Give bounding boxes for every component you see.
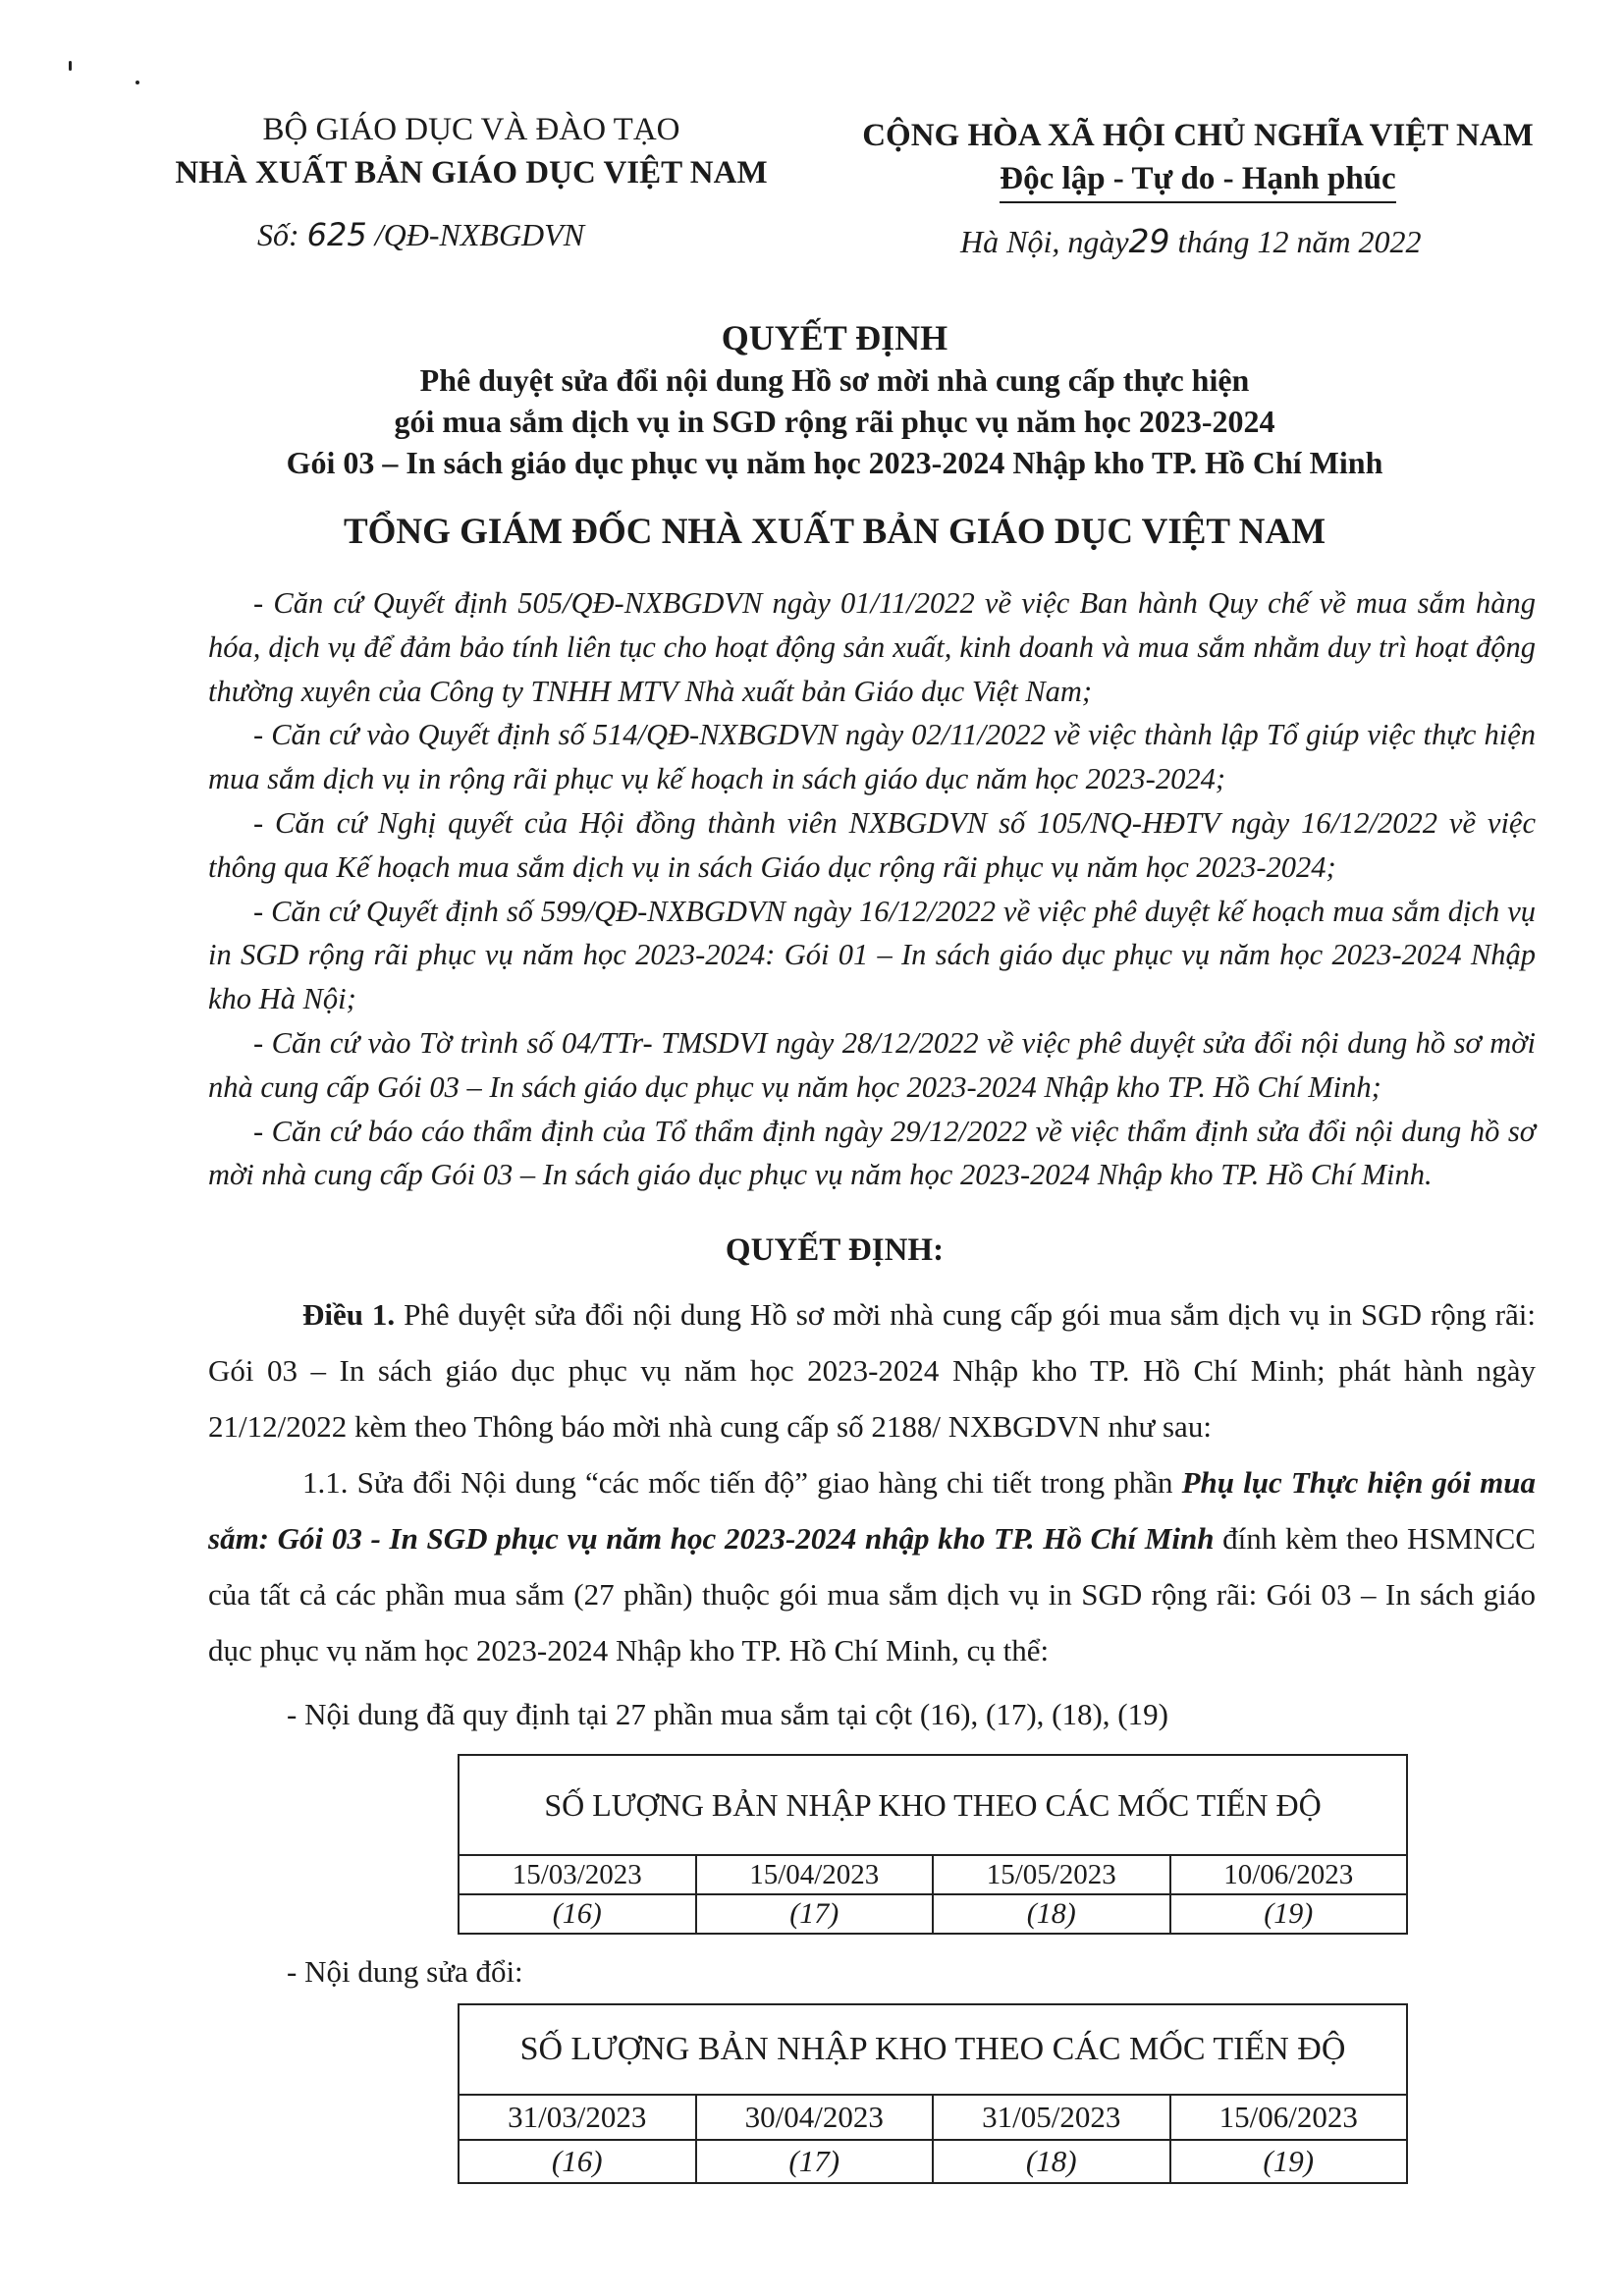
- column-number: (16): [459, 1894, 696, 1934]
- article-1: [208, 1286, 1536, 1454]
- milestone-date: 15/03/2023: [459, 1855, 696, 1894]
- national-heading: [844, 114, 1551, 203]
- title-line: Phê duyệt sửa đổi nội dung Hồ sơ mời nhà cung cấp thực hiện: [419, 362, 1250, 398]
- legal-basis-item: - Căn cứ báo cáo thẩm định của Tổ thẩm định ngày 29/12/2022 về việc thẩm định sửa đổi nội dung hồ sơ mời nhà cung cấp Gói 03 – In sách giáo dục phục vụ năm học 2023-2024 Nhập kho TP. Hồ Chí Minh.: [208, 1114, 1536, 1192]
- column-number: (16): [459, 2140, 696, 2183]
- item-1-1-emphasis: Phụ lục Thực hiện gói mua sắm: Gói 03 - In SGD phục vụ năm học 2023-2024 nhập kho TP. Hồ Chí Minh: [208, 1465, 1537, 1556]
- decision-heading: QUYẾT ĐỊNH:: [725, 1232, 945, 1268]
- column-number: (18): [933, 2140, 1170, 2183]
- title-line: Gói 03 – In sách giáo dục phục vụ năm học 2023-2024 Nhập kho TP. Hồ Chí Minh: [286, 445, 1383, 480]
- milestone-date: 31/03/2023: [459, 2095, 696, 2140]
- column-number: (17): [696, 2140, 934, 2183]
- article-1-label: Điều 1.: [302, 1297, 396, 1332]
- article-1-text: Phê duyệt sửa đổi nội dung Hồ sơ mời nhà cung cấp gói mua sắm dịch vụ in SGD rộng rãi: Gói 03 – In sách giáo dục phục vụ năm học 2023-2024 Nhập kho TP. Hồ Chí Minh; phát hành ngày 21/12/2022 kèm theo Thông báo mời nhà cung cấp số 2188/ NXBGDVN như sau:: [208, 1297, 1537, 1444]
- legal-basis-item: - Căn cứ Quyết định 505/QĐ-NXBGDVN ngày 01/11/2022 về việc Ban hành Quy chế về mua sắm hàng hóa, dịch vụ để đảm bảo tính liên tục cho hoạt động sản xuất, kinh doanh và mua sắm nhằm duy trì hoạt động thường xuyên của Công ty TNHH MTV Nhà xuất bản Giáo dục Việt Nam;: [208, 586, 1536, 708]
- document-number: Số: 625 /QĐ-NXBGDVN: [257, 216, 585, 253]
- national-motto: Độc lập - Tự do - Hạnh phúc: [1000, 157, 1395, 203]
- decision-body: [208, 1286, 1536, 1678]
- title-main: QUYẾT ĐỊNH: [721, 318, 948, 357]
- column-number: (19): [1170, 2140, 1408, 2183]
- legal-basis-item: - Căn cứ vào Quyết định số 514/QĐ-NXBGDVN ngày 02/11/2022 về việc thành lập Tổ giúp việc thực hiện mua sắm dịch vụ in rộng rãi phục vụ kế hoạch in sách giáo dục năm học 2023-2024;: [208, 718, 1536, 796]
- milestone-date: 15/05/2023: [933, 1855, 1170, 1894]
- amended-schedule-table: [458, 2003, 1408, 2184]
- document-day: 29: [1128, 222, 1170, 260]
- scan-speck: [135, 81, 139, 84]
- issuing-authority: TỔNG GIÁM ĐỐC NHÀ XUẤT BẢN GIÁO DỤC VIỆT NAM: [343, 512, 1326, 552]
- column-number: (17): [696, 1894, 934, 1934]
- milestone-date: 30/04/2023: [696, 2095, 934, 2140]
- country-name: CỘNG HÒA XÃ HỘI CHỦ NGHĨA VIỆT NAM: [862, 118, 1534, 153]
- ministry-name: BỘ GIÁO DỤC VÀ ĐÀO TẠO: [262, 112, 680, 147]
- document-number-value: 625: [306, 216, 367, 253]
- table-caption: SỐ LƯỢNG BẢN NHẬP KHO THEO CÁC MỐC TIẾN ĐỘ: [459, 2004, 1407, 2095]
- milestone-date: 15/06/2023: [1170, 2095, 1408, 2140]
- document-title: [147, 316, 1522, 483]
- legal-basis-item: - Căn cứ vào Tờ trình số 04/TTr- TMSDVI ngày 28/12/2022 về việc phê duyệt sửa đổi nội dung hồ sơ mời nhà cung cấp Gói 03 – In sách giáo dục phục vụ năm học 2023-2024 Nhập kho TP. Hồ Chí Minh;: [208, 1025, 1536, 1104]
- title-line: gói mua sắm dịch vụ in SGD rộng rãi phục vụ năm học 2023-2024: [394, 404, 1275, 439]
- legal-bases: [208, 581, 1536, 1197]
- scan-speck: [69, 61, 72, 71]
- legal-basis-item: - Căn cứ Quyết định số 599/QĐ-NXBGDVN ngày 16/12/2022 về việc phê duyệt kế hoạch mua sắm dịch vụ in SGD rộng rãi phục vụ năm học 2023-2024: Gói 01 – In sách giáo dục phục vụ năm học 2023-2024 Nhập kho Hà Nội;: [208, 894, 1536, 1016]
- milestone-date: 10/06/2023: [1170, 1855, 1408, 1894]
- table-caption: SỐ LƯỢNG BẢN NHẬP KHO THEO CÁC MỐC TIẾN ĐỘ: [459, 1755, 1407, 1855]
- milestone-date: 15/04/2023: [696, 1855, 934, 1894]
- milestone-date: 31/05/2023: [933, 2095, 1170, 2140]
- issuing-agency: [147, 108, 795, 194]
- column-number: (18): [933, 1894, 1170, 1934]
- amended-content-label: - Nội dung sửa đổi:: [287, 1954, 523, 1989]
- legal-basis-item: - Căn cứ Nghị quyết của Hội đồng thành viên NXBGDVN số 105/NQ-HĐTV ngày 16/12/2022 về việc thông qua Kế hoạch mua sắm dịch vụ in sách Giáo dục rộng rãi phục vụ năm học 2023-2024;: [208, 805, 1536, 884]
- item-1-1: 1.1. Sửa đổi Nội dung “các mốc tiến độ” giao hàng chi tiết trong phần Phụ lục Thực hiện gói mua sắm: Gói 03 - In SGD phục vụ năm học 2023-2024 nhập kho TP. Hồ Chí Minh đính kèm theo HSMNCC của tất cả các phần mua sắm (27 phần) thuộc gói mua sắm dịch vụ in SGD rộng rãi: Gói 03 – In sách giáo dục phục vụ năm học 2023-2024 Nhập kho TP. Hồ Chí Minh, cụ thể:: [208, 1465, 1537, 1667]
- current-schedule-table: [458, 1754, 1408, 1935]
- document-date: Hà Nội, ngày29 tháng 12 năm 2022: [960, 222, 1422, 260]
- column-number: (19): [1170, 1894, 1408, 1934]
- current-content-label: - Nội dung đã quy định tại 27 phần mua sắm tại cột (16), (17), (18), (19): [287, 1697, 1168, 1731]
- publisher-name: NHÀ XUẤT BẢN GIÁO DỤC VIỆT NAM: [175, 155, 768, 191]
